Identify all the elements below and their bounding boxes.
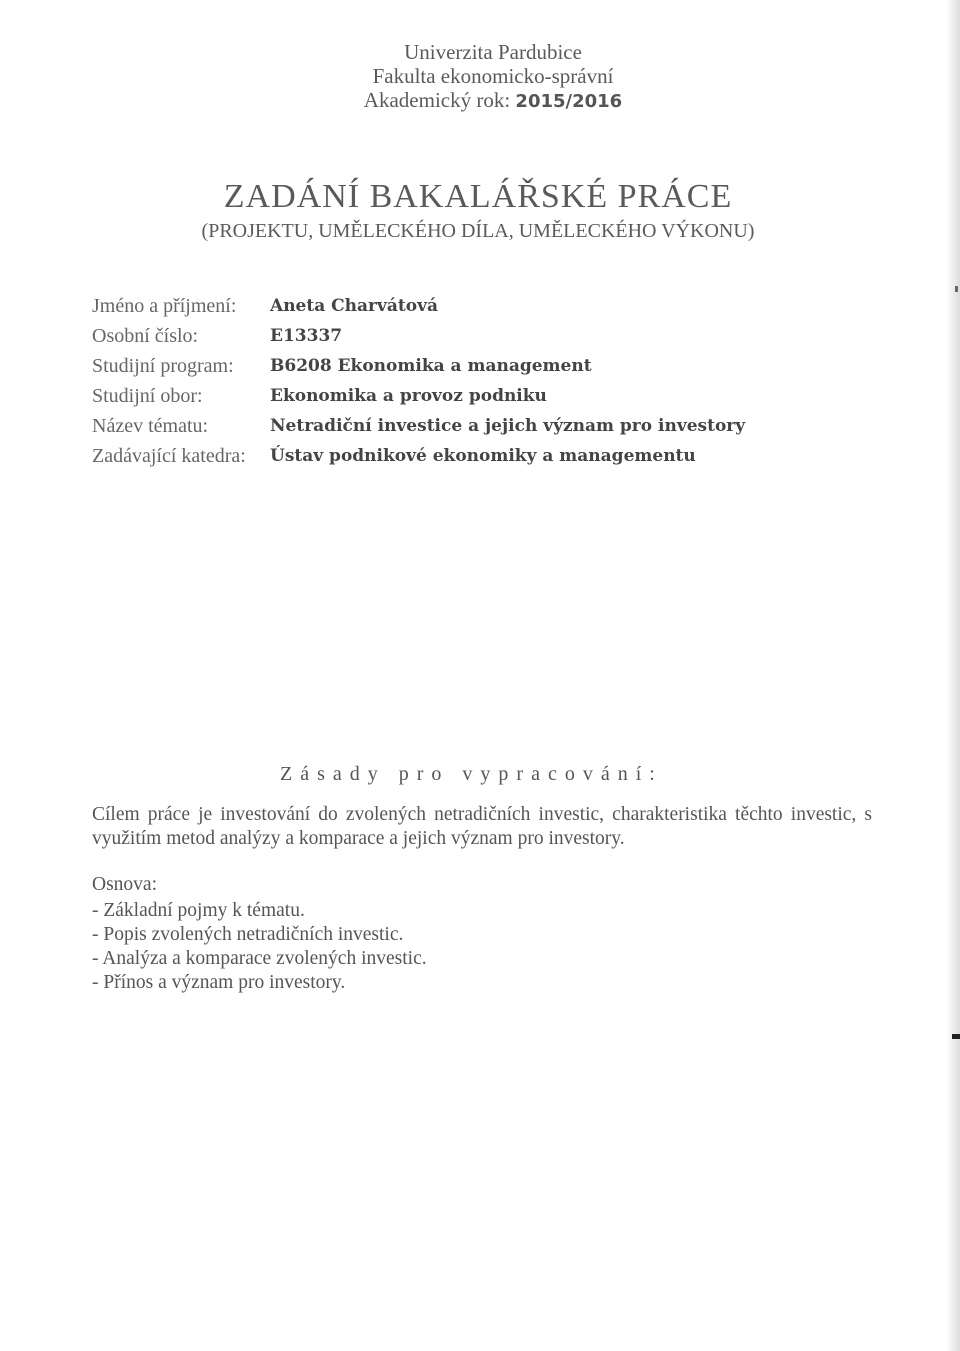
academic-year	[0, 88, 960, 113]
outline-item: - Základní pojmy k tématu.	[92, 900, 305, 921]
academic-year-label: Akademický rok:	[363, 88, 511, 112]
principles-heading: Zásady pro vypracování:	[280, 763, 663, 785]
outline-item: - Přínos a význam pro investory.	[92, 972, 346, 993]
info-value: Ústav podnikové ekonomiky a managementu	[270, 446, 696, 466]
info-value: E13337	[270, 326, 343, 346]
outline-item: - Popis zvolených netradičních investic.	[92, 924, 404, 945]
document-title: ZADÁNÍ BAKALÁŘSKÉ PRÁCE	[223, 178, 733, 215]
info-label: Studijní program:	[92, 355, 234, 377]
outline-item: - Analýza a komparace zvolených investic.	[92, 948, 427, 969]
info-value: Ekonomika a provoz podniku	[270, 386, 547, 406]
outline-title: Osnova:	[92, 874, 157, 895]
faculty-name: Fakulta ekonomicko-správní	[372, 64, 614, 88]
principles-paragraph: Cílem práce je investování do zvolených netradičních investic, charakteristika těchto investic, s využitím metod analýzy a komparace a jejich význam pro investory.	[92, 804, 872, 849]
university-name: Univerzita Pardubice	[404, 40, 582, 64]
info-label: Zadávající katedra:	[92, 445, 246, 467]
academic-year-value: 2015/2016	[515, 91, 623, 112]
info-value: B6208 Ekonomika a management	[270, 356, 592, 376]
info-label: Jméno a příjmení:	[92, 295, 237, 317]
document-subtitle: (PROJEKTU, UMĚLECKÉHO DÍLA, UMĚLECKÉHO VÝKONU)	[201, 220, 755, 242]
info-label: Osobní číslo:	[92, 325, 199, 347]
info-label: Název tématu:	[92, 415, 209, 437]
info-value: Aneta Charvátová	[270, 296, 438, 316]
info-label: Studijní obor:	[92, 385, 203, 407]
scan-edge-mark	[952, 1034, 960, 1039]
info-value: Netradiční investice a jejich význam pro investory	[270, 416, 746, 436]
scan-edge-mark	[955, 286, 958, 292]
